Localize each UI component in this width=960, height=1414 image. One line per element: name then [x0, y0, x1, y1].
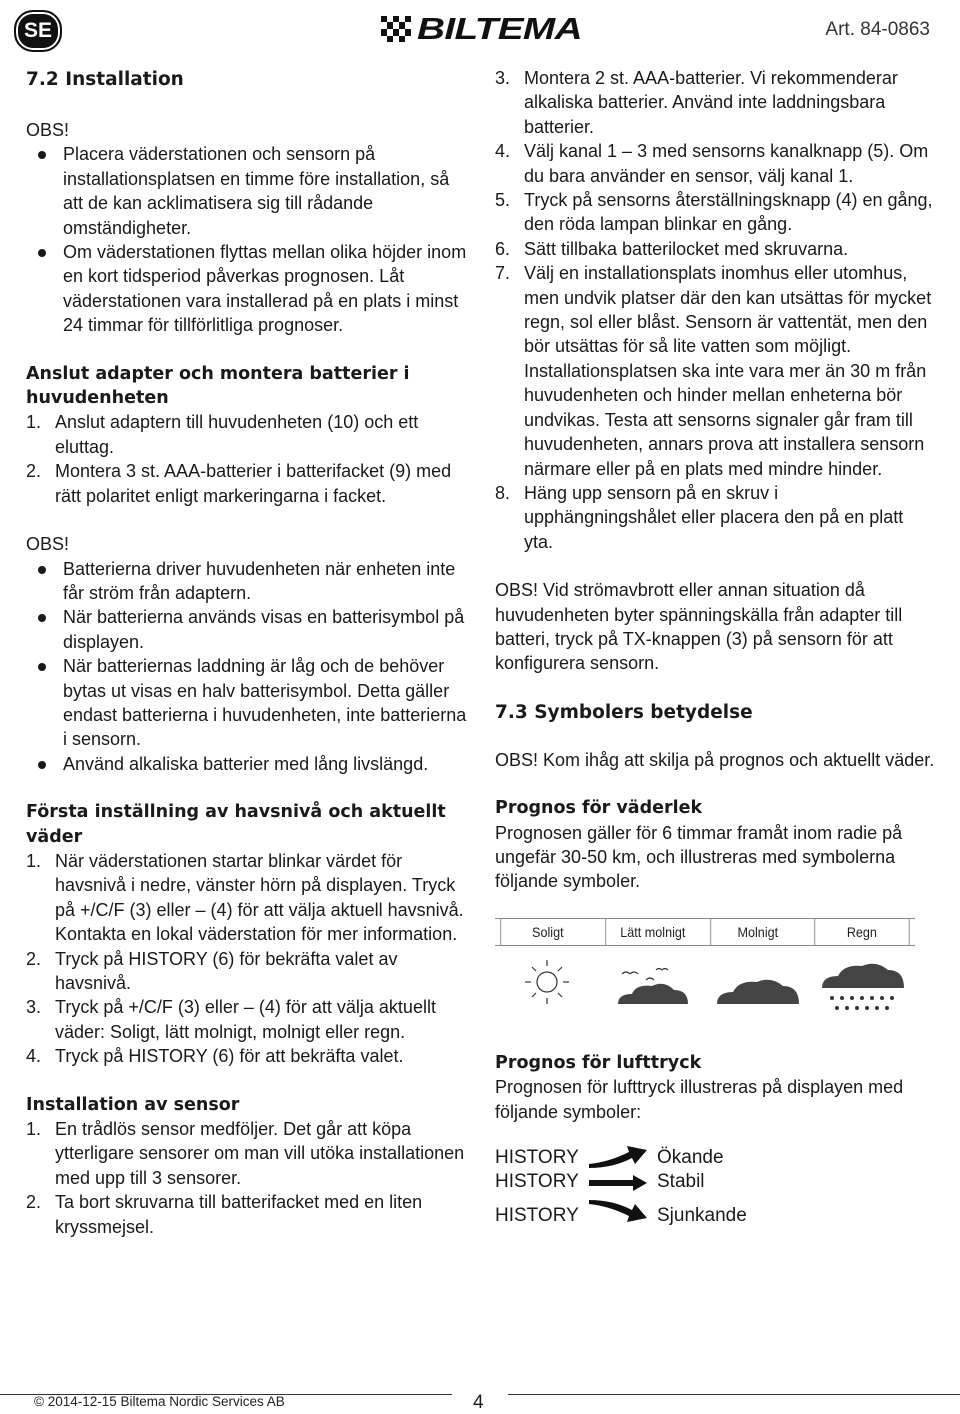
- subheading-sensor: Installation av sensor: [26, 1094, 240, 1115]
- symbol-label-sunny: Soligt: [500, 919, 594, 945]
- step-text: Anslut adaptern till huvudenheten (10) och ett eluttag.: [55, 412, 419, 457]
- obs-label: OBS!: [26, 534, 70, 555]
- step-number: 1.: [26, 850, 42, 871]
- language-badge: SE: [14, 10, 62, 52]
- symbols-note: OBS! Kom ihåg att skilja på prognos och aktuellt väder.: [495, 749, 935, 770]
- list-item: Om väderstationen flyttas mellan olika höjder inom en kort tidsperiod påverkas prognosen. Låt väderstationen vara installerad på en plats i minst 24 timmar för tillförlitliga prognoser.: [26, 240, 472, 338]
- step-number: 5.: [495, 190, 511, 211]
- step-number: 2.: [26, 461, 42, 482]
- symbol-label-rain: Regn: [815, 919, 910, 945]
- list-item: [495, 66, 935, 139]
- article-number: Art. 84-0863: [825, 19, 930, 40]
- step-number: 3.: [495, 68, 511, 88]
- step-text: Tryck på +/C/F (3) eller – (4) för att välja aktuellt väder: Soligt, lätt molnigt, molnigt eller regn.: [55, 997, 436, 1042]
- left-column: [26, 66, 472, 1239]
- step-number: 8.: [495, 482, 511, 503]
- cloud-icon: [705, 946, 810, 1024]
- pressure-symbols: [495, 1146, 935, 1236]
- power-failure-note: OBS! Vid strömavbrott eller annan situation då huvudenheten byter spänningskälla från adapter till batteri, tryck på TX-knappen (3) på sensorn för att konfigurera sensorn.: [495, 580, 903, 674]
- step-number: 4.: [26, 1046, 42, 1067]
- partly-cloudy-icon: [600, 946, 705, 1024]
- step-text: Tryck på HISTORY (6) för att bekräfta valet.: [55, 1046, 404, 1067]
- step-number: 6.: [495, 238, 511, 259]
- symbol-label-partly-cloudy: Lätt molnigt: [605, 919, 699, 945]
- list-item: [495, 481, 935, 554]
- list-item: [26, 1044, 472, 1068]
- list-item: [26, 1117, 472, 1190]
- symbol-label-cloudy: Molnigt: [710, 919, 804, 945]
- list-item: [495, 188, 935, 237]
- step-text: Häng upp sensorn på en skruv i upphängningshålet eller placera den på en platt yta.: [524, 482, 904, 552]
- step-number: 1.: [26, 412, 42, 433]
- pressure-text: Prognosen för lufttryck illustreras på displayen med följande symboler:: [495, 1077, 904, 1122]
- list-item: [26, 995, 472, 1044]
- sun-icon: [495, 946, 600, 1024]
- section-title-symbols: 7.3 Symbolers betydelse: [495, 701, 753, 723]
- arrow-right-icon: [585, 1174, 651, 1192]
- list-item: [495, 139, 935, 188]
- history-label: HISTORY: [495, 1205, 579, 1226]
- list-item: [26, 459, 472, 508]
- list-item: Placera väderstationen och sensorn på installationsplatsen en timme före installation, så att de kan acklimatisera sig till rådande omständigheter.: [26, 142, 472, 240]
- subheading-pressure: Prognos för lufttryck: [495, 1052, 702, 1073]
- step-text: Montera 3 st. AAA-batterier i batterifacket (9) med rätt polaritet enligt markeringarna i facket.: [55, 461, 452, 506]
- right-column: [495, 66, 935, 1236]
- weather-symbols-header: [495, 919, 915, 946]
- step-number: 2.: [26, 1192, 42, 1213]
- weather-symbols-icons: [495, 946, 915, 1024]
- page-header: [0, 0, 960, 62]
- step-text: Välj kanal 1 – 3 med sensorns kanalknapp (5). Om du bara använder en sensor, välj kanal 1.: [524, 141, 929, 186]
- list-item: Använd alkaliska batterier med lång livslängd.: [26, 752, 472, 776]
- page-number: 4: [473, 1392, 484, 1413]
- list-item: [26, 410, 472, 459]
- step-text: När väderstationen startar blinkar värdet för havsnivå i nedre, vänster hörn på displayen. Tryck på +/C/F (3) eller – (4) för att välja aktuell havsnivå. Kontakta en lokal väderstation för mer information.: [55, 850, 464, 945]
- step-number: 2.: [26, 948, 42, 969]
- pressure-label-falling: Sjunkande: [657, 1205, 747, 1226]
- rain-icon: [810, 946, 915, 1024]
- history-label: HISTORY: [495, 1171, 579, 1192]
- step-text: Välj en installationsplats inomhus eller utomhus, men undvik platser där den kan utsättas för mycket regn, sol eller blåst. Sensorn är vattentät, men den bör utsättas för så lite vatten som möjligt. Installationsplatsen ska inte vara mer än 30 m från huvudenheten och hinder mellan enheterna bör undvikas. Testa att sensorns signaler går fram till huvudenheten, annars prova att installera sensorn närmare eller på en plats med mindre hinder.: [524, 263, 932, 479]
- pressure-label-rising: Ökande: [657, 1147, 724, 1168]
- checkered-flag-icon: [381, 16, 411, 42]
- subheading-forecast: Prognos för väderlek: [495, 798, 703, 819]
- brand-logo: [381, 11, 582, 46]
- list-item: [26, 947, 472, 996]
- pressure-label-stable: Stabil: [657, 1171, 705, 1192]
- list-item: Batterierna driver huvudenheten när enheten inte får ström från adaptern.: [26, 557, 472, 606]
- list-item: När batterierna används visas en batterisymbol på displayen.: [26, 605, 472, 654]
- step-text: En trådlös sensor medföljer. Det går att köpa ytterligare sensorer om man vill utöka installationen med upp till 3 sensorer.: [55, 1119, 465, 1188]
- step-number: 1.: [26, 1119, 42, 1140]
- list-item: [26, 1190, 472, 1239]
- list-item: [495, 237, 935, 261]
- list-item: [26, 849, 472, 947]
- step-number: 3.: [26, 997, 42, 1018]
- step-text: Tryck på sensorns återställningsknapp (4) en gång, den röda lampan blinkar en gång.: [524, 190, 933, 235]
- step-text: Tryck på HISTORY (6) för bekräfta valet av havsnivå.: [55, 948, 398, 993]
- step-text: Ta bort skruvarna till batterifacket med en liten kryssmejsel.: [55, 1192, 423, 1237]
- history-label: HISTORY: [495, 1147, 579, 1168]
- copyright: © 2014-12-15 Biltema Nordic Services AB: [34, 1394, 285, 1409]
- step-number: 7.: [495, 263, 511, 284]
- section-title-installation: 7.2 Installation: [26, 69, 184, 90]
- step-text: Sätt tillbaka batterilocket med skruvarna.: [524, 238, 849, 259]
- step-text: Montera 2 st. AAA-batterier. Vi rekommenderar alkaliska batterier. Använd inte laddningsbara batterier.: [524, 68, 898, 137]
- forecast-text: Prognosen gäller för 6 timmar framåt inom radie på ungefär 30-50 km, och illustreras med symbolerna följande symboler.: [495, 822, 903, 892]
- subheading-sea-level: Första inställning av havsnivå och aktuellt väder: [26, 802, 446, 847]
- brand-name: BILTEMA: [417, 11, 582, 46]
- weather-symbols-table: [495, 918, 915, 1023]
- list-item: [495, 261, 935, 481]
- step-number: 4.: [495, 141, 511, 162]
- list-item: När batteriernas laddning är låg och de behöver bytas ut visas en halv batterisymbol. Detta gäller endast batterierna i huvudenheten, inte batterierna i sensorn.: [26, 654, 472, 752]
- arrow-up-icon: [585, 1142, 651, 1170]
- obs-label: OBS!: [26, 120, 70, 140]
- arrow-down-icon: [585, 1198, 651, 1226]
- subheading-adapter: Anslut adapter och montera batterier i huvudenheten: [26, 363, 410, 409]
